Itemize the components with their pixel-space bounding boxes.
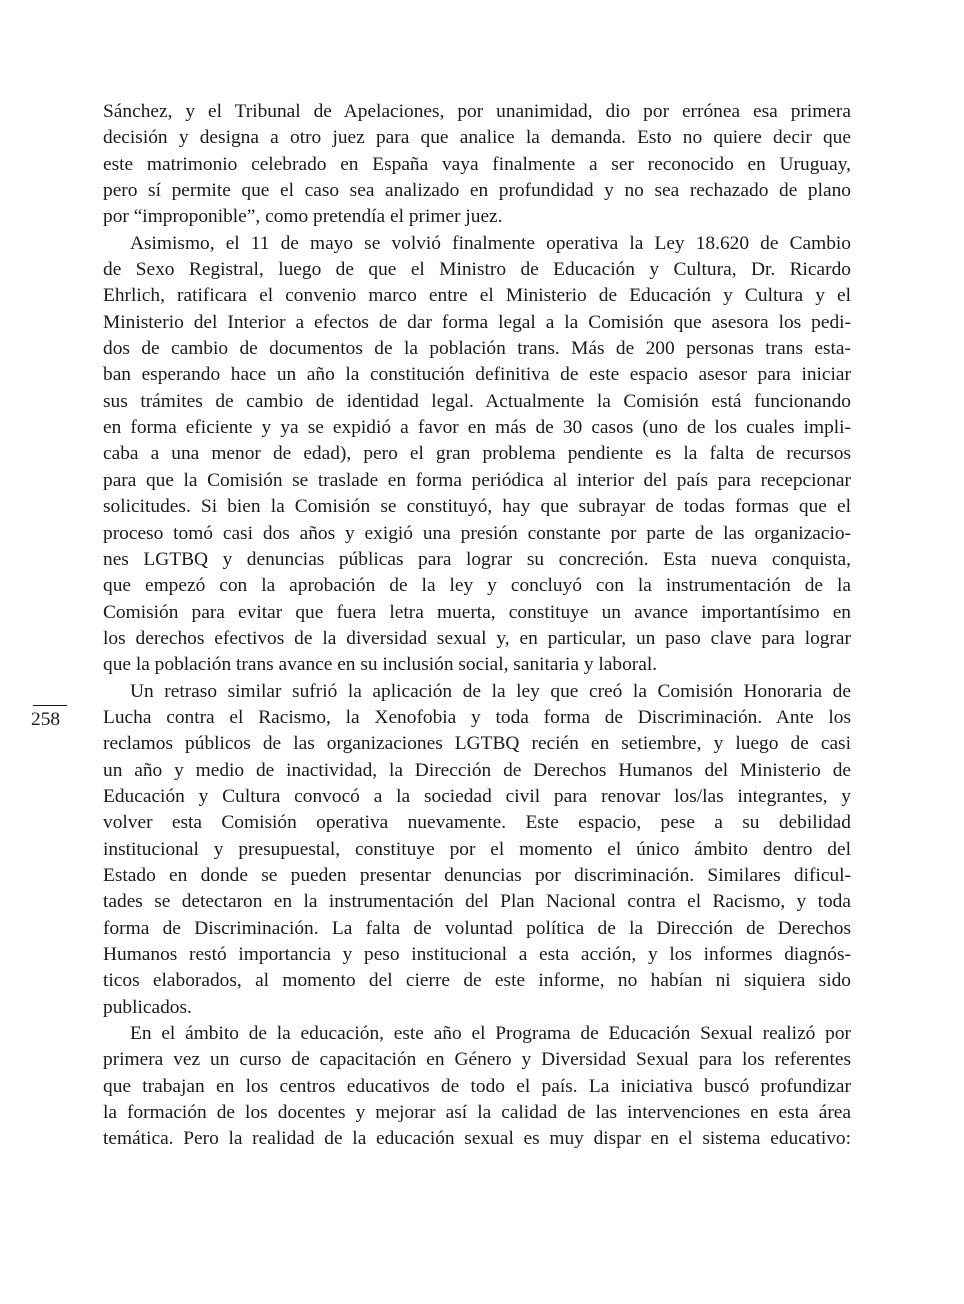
text-line: que trabajan en los centros educativos de todo el país. La iniciativa buscó profundizar xyxy=(103,1075,851,1097)
text-line: Comisión para evitar que fuera letra muerta, constituye un avance importantísimo en xyxy=(103,601,851,623)
body-text xyxy=(103,99,851,1153)
text-line: Sánchez, y el Tribunal de Apelaciones, por unanimidad, dio por errónea esa primera xyxy=(103,101,851,122)
text-line: Ehrlich, ratificara el convenio marco entre el Ministerio de Educación y Cultura y el xyxy=(103,285,851,307)
text-line: tades se detectaron en la instrumentación del Plan Nacional contra el Racismo, y toda xyxy=(103,891,851,913)
text-line: Humanos restó importancia y peso institucional a esta acción, y los informes diagnós- xyxy=(103,944,851,965)
text-line: dos de cambio de documentos de la población trans. Más de 200 personas trans esta- xyxy=(103,338,851,360)
text-line: que empezó con la aprobación de la ley y concluyó con la instrumentación de la xyxy=(103,575,851,597)
text-line: por “improponible”, como pretendía el primer juez. xyxy=(103,206,503,228)
text-line: solicitudes. Si bien la Comisión se constituyó, hay que subrayar de todas formas que el xyxy=(103,496,851,518)
text-line: Ministerio del Interior a efectos de dar forma legal a la Comisión que asesora los pedi- xyxy=(103,311,851,333)
text-line: Asimismo, el 11 de mayo se volvió finalmente operativa la Ley 18.620 de Cambio xyxy=(130,232,851,254)
text-line: reclamos públicos de las organizaciones LGTBQ recién en setiembre, y luego de casi xyxy=(103,733,851,755)
text-line: de Sexo Registral, luego de que el Ministro de Educación y Cultura, Dr. Ricardo xyxy=(103,259,851,281)
text-line: proceso tomó casi dos años y exigió una presión constante por parte de las organizacio- xyxy=(103,522,851,544)
text-line: Un retraso similar sufrió la aplicación de la ley que creó la Comisión Honoraria de xyxy=(130,680,851,702)
text-line: volver esta Comisión operativa nuevamente. Este espacio, pese a su debilidad xyxy=(103,812,851,834)
paragraph xyxy=(103,99,851,231)
page-number: 258 xyxy=(31,709,61,730)
text-line: decisión y designa a otro juez para que analice la demanda. Esto no quiere decir que xyxy=(103,127,851,149)
text-line: los derechos efectivos de la diversidad sexual y, en particular, un paso clave para lograr xyxy=(103,627,851,649)
text-line: institucional y presupuestal, constituye por el momento el único ámbito dentro del xyxy=(103,838,851,860)
text-line: caba a una menor de edad), pero el gran problema pendiente es la falta de recursos xyxy=(103,443,851,465)
text-line: ban esperando hace un año la constitución definitiva de este espacio asesor para iniciar xyxy=(103,364,851,386)
paragraph xyxy=(103,231,851,679)
text-line: sus trámites de cambio de identidad legal. Actualmente la Comisión está funcionando xyxy=(103,390,851,412)
text-line: publicados. xyxy=(103,996,192,1018)
text-line: primera vez un curso de capacitación en Género y Diversidad Sexual para los referentes xyxy=(103,1049,851,1071)
text-line: temática. Pero la realidad de la educación sexual es muy dispar en el sistema educativo: xyxy=(103,1128,851,1150)
text-line: ticos elaborados, al momento del cierre de este informe, no habían ni siquiera sido xyxy=(103,970,851,992)
text-line: para que la Comisión se traslade en forma periódica al interior del país para recepcionar xyxy=(103,469,851,491)
paragraph xyxy=(103,679,851,1021)
page-number-rule xyxy=(33,705,67,706)
text-line: que la población trans avance en su inclusión social, sanitaria y laboral. xyxy=(103,654,658,676)
text-line: Educación y Cultura convocó a la sociedad civil para renovar los/las integrantes, y xyxy=(103,785,851,807)
text-line: forma de Discriminación. La falta de voluntad política de la Dirección de Derechos xyxy=(103,917,851,939)
text-line: pero sí permite que el caso sea analizado en profundidad y no sea rechazado de plano xyxy=(103,180,851,202)
text-line: la formación de los docentes y mejorar así la calidad de las intervenciones en esta área xyxy=(103,1102,851,1124)
text-line: nes LGTBQ y denuncias públicas para lograr su concreción. Esta nueva conquista, xyxy=(103,548,851,570)
text-line: Estado en donde se pueden presentar denuncias por discriminación. Similares dificul- xyxy=(103,864,851,886)
text-line: Lucha contra el Racismo, la Xenofobia y toda forma de Discriminación. Ante los xyxy=(103,706,851,728)
text-line: En el ámbito de la educación, este año el Programa de Educación Sexual realizó por xyxy=(130,1023,851,1045)
paragraph xyxy=(103,1021,851,1153)
text-line: este matrimonio celebrado en España vaya finalmente a ser reconocido en Uruguay, xyxy=(103,153,851,175)
text-line: un año y medio de inactividad, la Dirección de Derechos Humanos del Ministerio de xyxy=(103,759,851,781)
text-line: en forma eficiente y ya se expidió a favor en más de 30 casos (uno de los cuales impli- xyxy=(103,417,851,439)
